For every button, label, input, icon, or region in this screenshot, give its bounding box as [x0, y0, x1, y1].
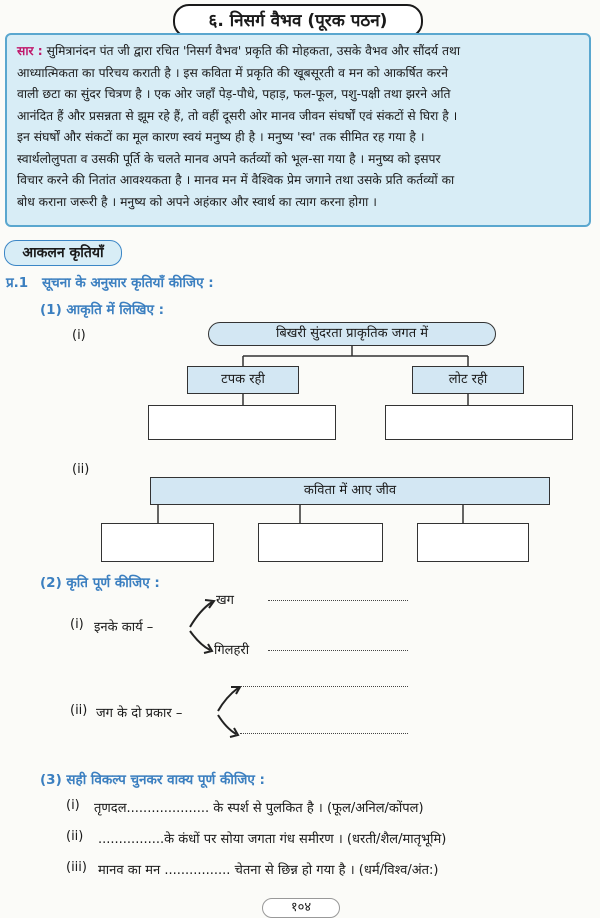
answer-box[interactable] — [148, 405, 336, 440]
item-stem: जग के दो प्रकार – — [96, 706, 183, 721]
item-marker: (i) — [72, 328, 86, 343]
answer-box[interactable] — [385, 405, 573, 440]
item-stem: इनके कार्य – — [94, 620, 154, 635]
diagram-top-box: बिखरी सुंदरता प्राकृतिक जगत में — [208, 322, 496, 346]
diagram-right-box: लोट रही — [412, 366, 524, 394]
page-number: १०४ — [262, 898, 340, 918]
item-marker: (iii) — [66, 860, 87, 875]
page-title: ६. निसर्ग वैभव (पूरक पठन) — [173, 4, 423, 38]
answer-line[interactable] — [268, 650, 408, 651]
summary-line: सुमित्रानंदन पंत जी द्वारा रचित 'निसर्ग वैभव' प्रकृति की मोहकता, उसके वैभव और सौंदर्य तथा — [46, 44, 461, 58]
fill-sentence: मानव का मन ................ चेतना से छिन्न हो गया है । (धर्म/विश्व/अंत:) — [98, 863, 439, 878]
question-instruction: सूचना के अनुसार कृतियाँ कीजिए : — [42, 275, 214, 291]
summary-line: आनंदित हैं और प्रसन्नता से झूम रहे हैं, तो वहीं दूसरी ओर मानव जीवन संघर्षों एवं संकटों से घिरा है । — [17, 108, 458, 123]
summary-label: सार : — [17, 44, 43, 58]
item-marker: (i) — [70, 617, 84, 632]
option-label-khag: खग — [216, 593, 234, 608]
summary-line: बोध कराना जरूरी है । मनुष्य को अपने अहंकार और स्वार्थ का त्याग करना होगा । — [17, 194, 377, 209]
option-label-gilhari: गिलहरी — [214, 643, 250, 658]
answer-line[interactable] — [268, 600, 408, 601]
subquestion-1-label: (1) आकृति में लिखिए : — [40, 302, 165, 318]
question-number: प्र.1 — [6, 275, 29, 291]
diagram-left-box: टपक रही — [187, 366, 299, 394]
item-marker: (i) — [66, 798, 80, 813]
answer-box[interactable] — [258, 523, 383, 562]
diagram-top-box: कविता में आए जीव — [150, 477, 550, 505]
answer-box[interactable] — [417, 523, 529, 562]
answer-box[interactable] — [101, 523, 214, 562]
item-marker: (ii) — [72, 462, 90, 477]
summary-line: वाली छटा का सुंदर चित्रण है । एक ओर जहाँ पेड़-पौधे, पहाड़, फल-फूल, पशु-पक्षी तथा झरने अति — [17, 87, 451, 101]
summary-line: विचार करने की नितांत आवश्यकता है । मानव मन में वैश्विक प्रेम जगाने तथा उसके प्रति कर्तव्यों का — [17, 173, 455, 187]
section-heading: आकलन कृतियाँ — [4, 240, 122, 266]
summary-line: स्वार्थलोलुपता व उसकी पूर्ति के चलते मानव अपने कर्तव्यों को भूल-सा गया है । मनुष्य को इसपर — [17, 151, 441, 166]
answer-line[interactable] — [240, 733, 408, 734]
item-marker: (ii) — [70, 703, 88, 718]
subquestion-2-label: (2) कृति पूर्ण कीजिए : — [40, 575, 160, 591]
subquestion-3-label: (3) सही विकल्प चुनकर वाक्य पूर्ण कीजिए : — [40, 772, 265, 788]
answer-line[interactable] — [240, 686, 408, 687]
fill-sentence: तृणदल.................... के स्पर्श से पुलकित है । (फूल/अनिल/कोंपल) — [94, 801, 424, 816]
fill-sentence: ................के कंधों पर सोया जगता गंध समीरण । (धरती/शैल/मातृभूमि) — [98, 832, 447, 847]
summary-line: इन संघर्षों और संकटों का मूल कारण स्वयं मनुष्य ही है । मनुष्य 'स्व' तक सीमित रह गया है । — [17, 130, 425, 144]
item-marker: (ii) — [66, 829, 84, 844]
summary-line: आध्यात्मिकता का परिचय कराती है । इस कविता में प्रकृति की खूबसूरती व मन को आकर्षित करने — [17, 65, 448, 80]
